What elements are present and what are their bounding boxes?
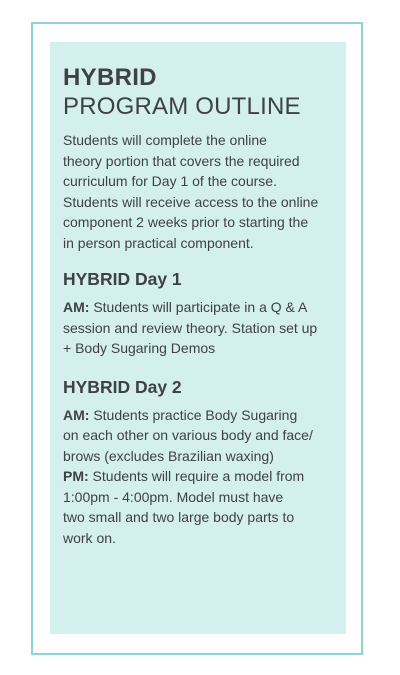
day2-heading: HYBRID Day 2 xyxy=(63,376,182,397)
title-hybrid: HYBRID xyxy=(63,64,157,91)
am-label: AM: xyxy=(63,406,90,423)
intro-line: in person practical component. xyxy=(63,234,254,251)
day1-heading: HYBRID Day 1 xyxy=(63,269,182,289)
day2-am-line: on each other on various body and face/ xyxy=(63,427,313,443)
day2-am-line xyxy=(63,405,334,426)
day1-am-line: + Body Sugaring Demos xyxy=(63,340,216,356)
intro-line: curriculum for Day 1 of the course. xyxy=(63,173,277,189)
intro-line: Students will complete the online xyxy=(63,132,267,148)
day1-am-line xyxy=(63,297,334,318)
day2-pm-line xyxy=(63,466,334,487)
intro-line: theory portion that covers the required xyxy=(63,152,300,169)
title-program-outline: PROGRAM OUTLINE xyxy=(63,93,301,120)
intro-paragraph xyxy=(63,130,334,253)
day2-pm-line: two small and two large body parts to xyxy=(63,509,295,525)
day1-am-paragraph xyxy=(63,297,334,359)
am-label: AM: xyxy=(63,299,90,315)
pm-label: PM: xyxy=(63,468,89,484)
intro-line: component 2 weeks prior to starting the xyxy=(63,214,309,230)
day2-am-text: Students practice Body Sugaring xyxy=(89,406,298,423)
day2-pm-text: Students will require a model from xyxy=(88,468,305,484)
day1-am-text: Students will participate in a Q & A xyxy=(89,299,308,315)
day2-pm-line: 1:00pm - 4:00pm. Model must have xyxy=(63,488,284,505)
day1-am-line: session and review theory. Station set up xyxy=(63,319,318,336)
program-outline-panel xyxy=(50,42,346,634)
day2-paragraph xyxy=(63,405,334,549)
day2-am-line: brows (excludes Brazilian waxing) xyxy=(63,447,274,464)
intro-line: Students will receive access to the online xyxy=(63,193,319,210)
day2-pm-line: work on. xyxy=(63,529,116,546)
